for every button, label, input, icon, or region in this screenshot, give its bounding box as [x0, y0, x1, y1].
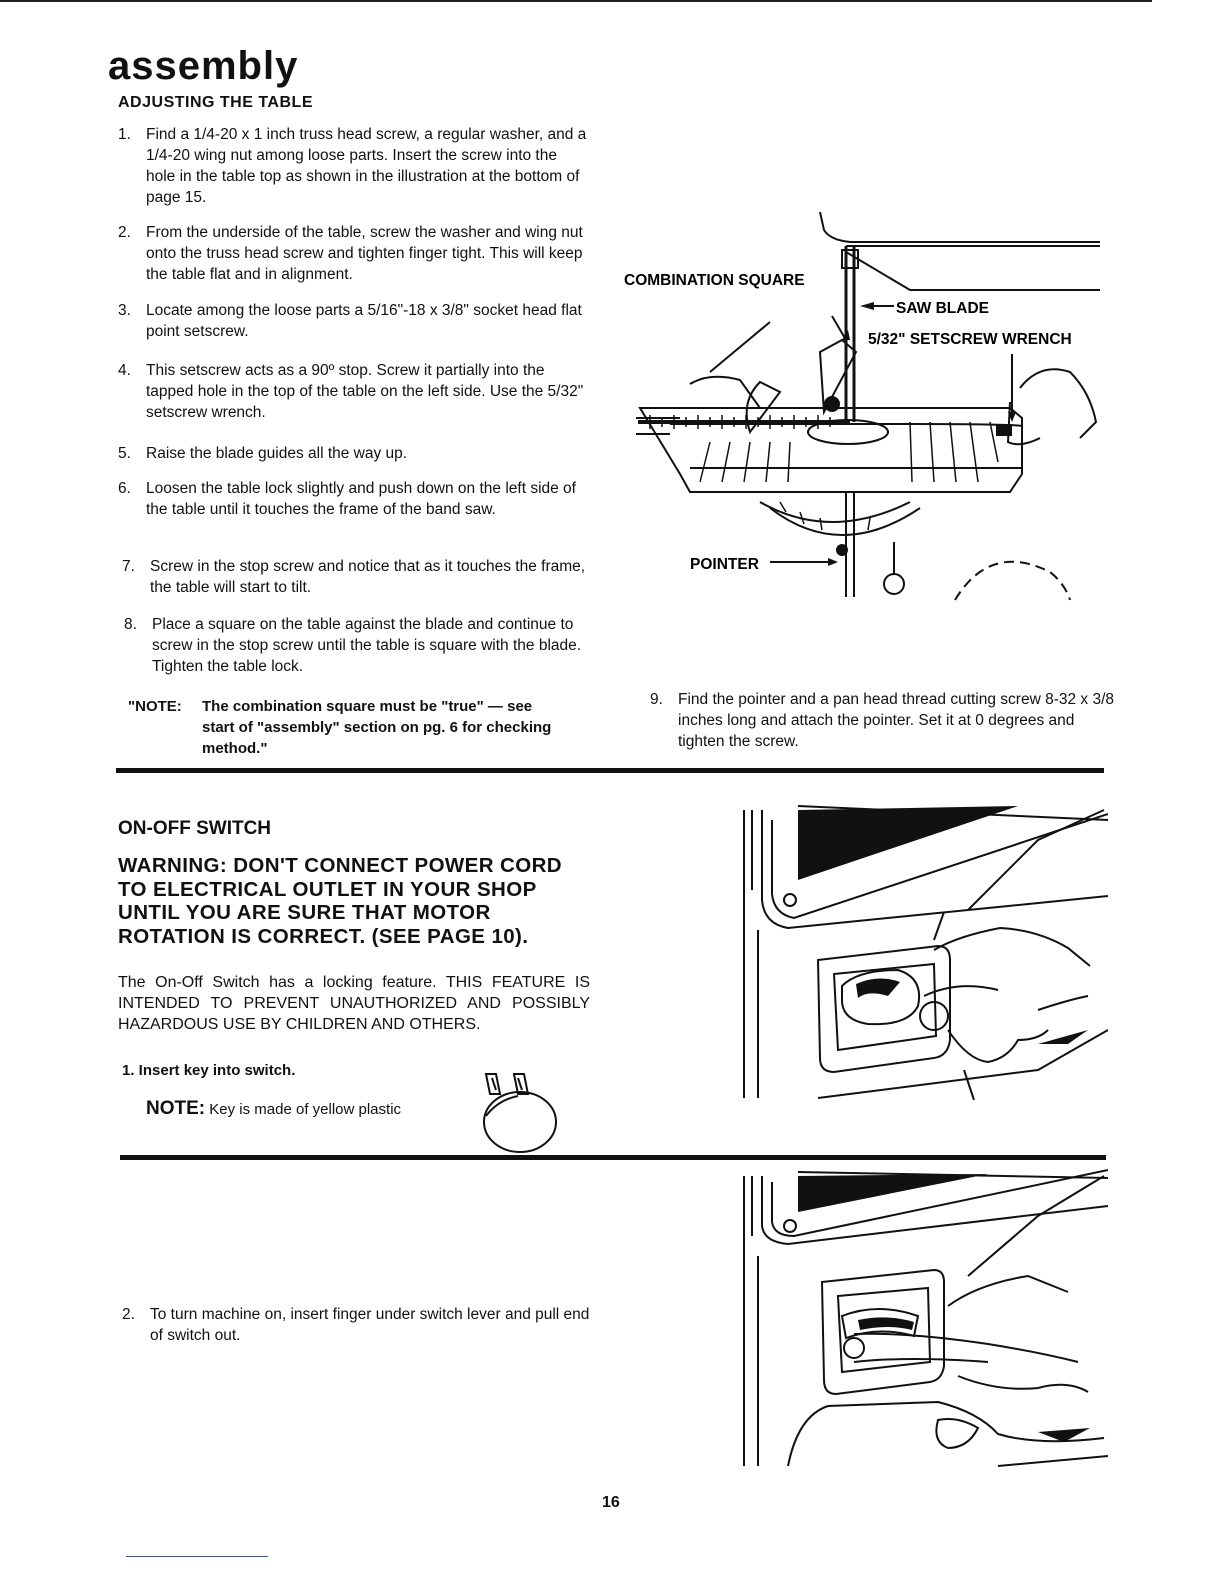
- adjust-step-4: [118, 360, 590, 423]
- note-line-3: method.": [202, 740, 268, 757]
- key-note-label: NOTE:: [146, 1098, 206, 1119]
- top-rule: [0, 0, 1152, 2]
- adjust-step-7: [122, 556, 594, 598]
- adjust-step-5: [118, 443, 588, 464]
- note-line-2: start of "assembly" section on pg. 6 for checking: [202, 719, 552, 736]
- step-number: 9.: [650, 691, 663, 708]
- adjust-step-2: [118, 222, 588, 285]
- key-note-text: Key is made of yellow plastic: [209, 1101, 402, 1118]
- step-number: 5.: [118, 445, 131, 462]
- step-text: Locate among the loose parts a 5/16"-18 x 3/8" socket head flat point setscrew.: [146, 302, 582, 340]
- step-number: 7.: [122, 558, 135, 575]
- warning-text: WARNING: DON'T CONNECT POWER CORD TO ELECTRICAL OUTLET IN YOUR SHOP UNTIL YOU ARE SURE THAT MOTOR ROTATION IS CORRECT. (SEE PAGE 10).: [118, 854, 563, 948]
- adjust-step-9: [650, 689, 1125, 752]
- switch-step-2: [122, 1304, 602, 1346]
- step-number: 4.: [118, 362, 131, 379]
- adjusting-table-heading: ADJUSTING THE TABLE: [118, 94, 313, 111]
- step-text: From the underside of the table, screw the washer and wing nut onto the truss head screw and tighten finger tight. This will keep the table flat and in alignment.: [146, 224, 583, 283]
- note-line-1: The combination square must be "true" — see: [202, 698, 533, 715]
- step-text: Find a 1/4-20 x 1 inch truss head screw, a regular washer, and a 1/4-20 wing nut among loose parts. Insert the screw into the hole in the table top as shown in the illustration at the bottom of page 15.: [146, 126, 587, 206]
- step-text: This setscrew acts as a 90º stop. Screw it partially into the tapped hole in the top of the table on the left side. Use the 5/32" setscrew wrench.: [146, 362, 584, 421]
- true-square-note: [128, 696, 598, 759]
- on-off-switch-heading: ON-OFF SWITCH: [118, 818, 272, 839]
- locking-feature-text: The On-Off Switch has a locking feature. THIS FEATURE IS INTENDED TO PREVENT UNAUTHORIZED AND POSSIBLY HAZARDOUS USE BY CHILDREN AND OTHERS.: [118, 974, 590, 1033]
- page-number: 16: [602, 1494, 620, 1511]
- bottom-underline: [126, 1556, 268, 1557]
- step-text: Loosen the table lock slightly and push down on the left side of the table until it touches the frame of the band saw.: [146, 480, 576, 518]
- step-number: 8.: [124, 616, 137, 633]
- pointer-label: POINTER: [690, 556, 759, 573]
- step-text: Place a square on the table against the blade and continue to screw in the stop screw until the table is square with the blade. Tighten the table lock.: [152, 616, 582, 675]
- switch-on-illustration: [738, 1166, 1108, 1472]
- step-number: 3.: [118, 302, 131, 319]
- step-text: Raise the blade guides all the way up.: [146, 445, 408, 462]
- yellow-key-illustration: [478, 1066, 564, 1156]
- step-number: 2.: [118, 224, 131, 241]
- switch-key-illustration: [738, 800, 1108, 1100]
- adjust-step-3: [118, 300, 588, 342]
- adjust-step-6: [118, 478, 593, 520]
- switch-step-1: 1. Insert key into switch.: [122, 1062, 296, 1079]
- note-lead: "NOTE:: [128, 698, 182, 715]
- step-text: Screw in the stop screw and notice that as it touches the frame, the table will start to tilt.: [150, 558, 586, 596]
- step-text: Find the pointer and a pan head thread cutting screw 8-32 x 3/8 inches long and attach the pointer. Set it at 0 degrees and tighten the screw.: [678, 691, 1115, 750]
- table-adjustment-illustration: [610, 212, 1110, 604]
- step-number: 1.: [118, 126, 131, 143]
- page-title: assembly: [108, 44, 299, 88]
- key-note: [146, 1098, 401, 1120]
- step-number: 2.: [122, 1306, 135, 1323]
- combination-square-label: COMBINATION SQUARE: [624, 272, 805, 289]
- setscrew-wrench-label: 5/32" SETSCREW WRENCH: [868, 331, 1072, 348]
- saw-blade-label: SAW BLADE: [896, 300, 989, 317]
- adjust-step-1: [118, 124, 588, 208]
- step-text: To turn machine on, insert finger under switch lever and pull end of switch out.: [150, 1306, 590, 1344]
- step-number: 6.: [118, 480, 131, 497]
- section-divider: [120, 1155, 1106, 1160]
- section-divider: [116, 768, 1104, 773]
- adjust-step-8: [124, 614, 596, 677]
